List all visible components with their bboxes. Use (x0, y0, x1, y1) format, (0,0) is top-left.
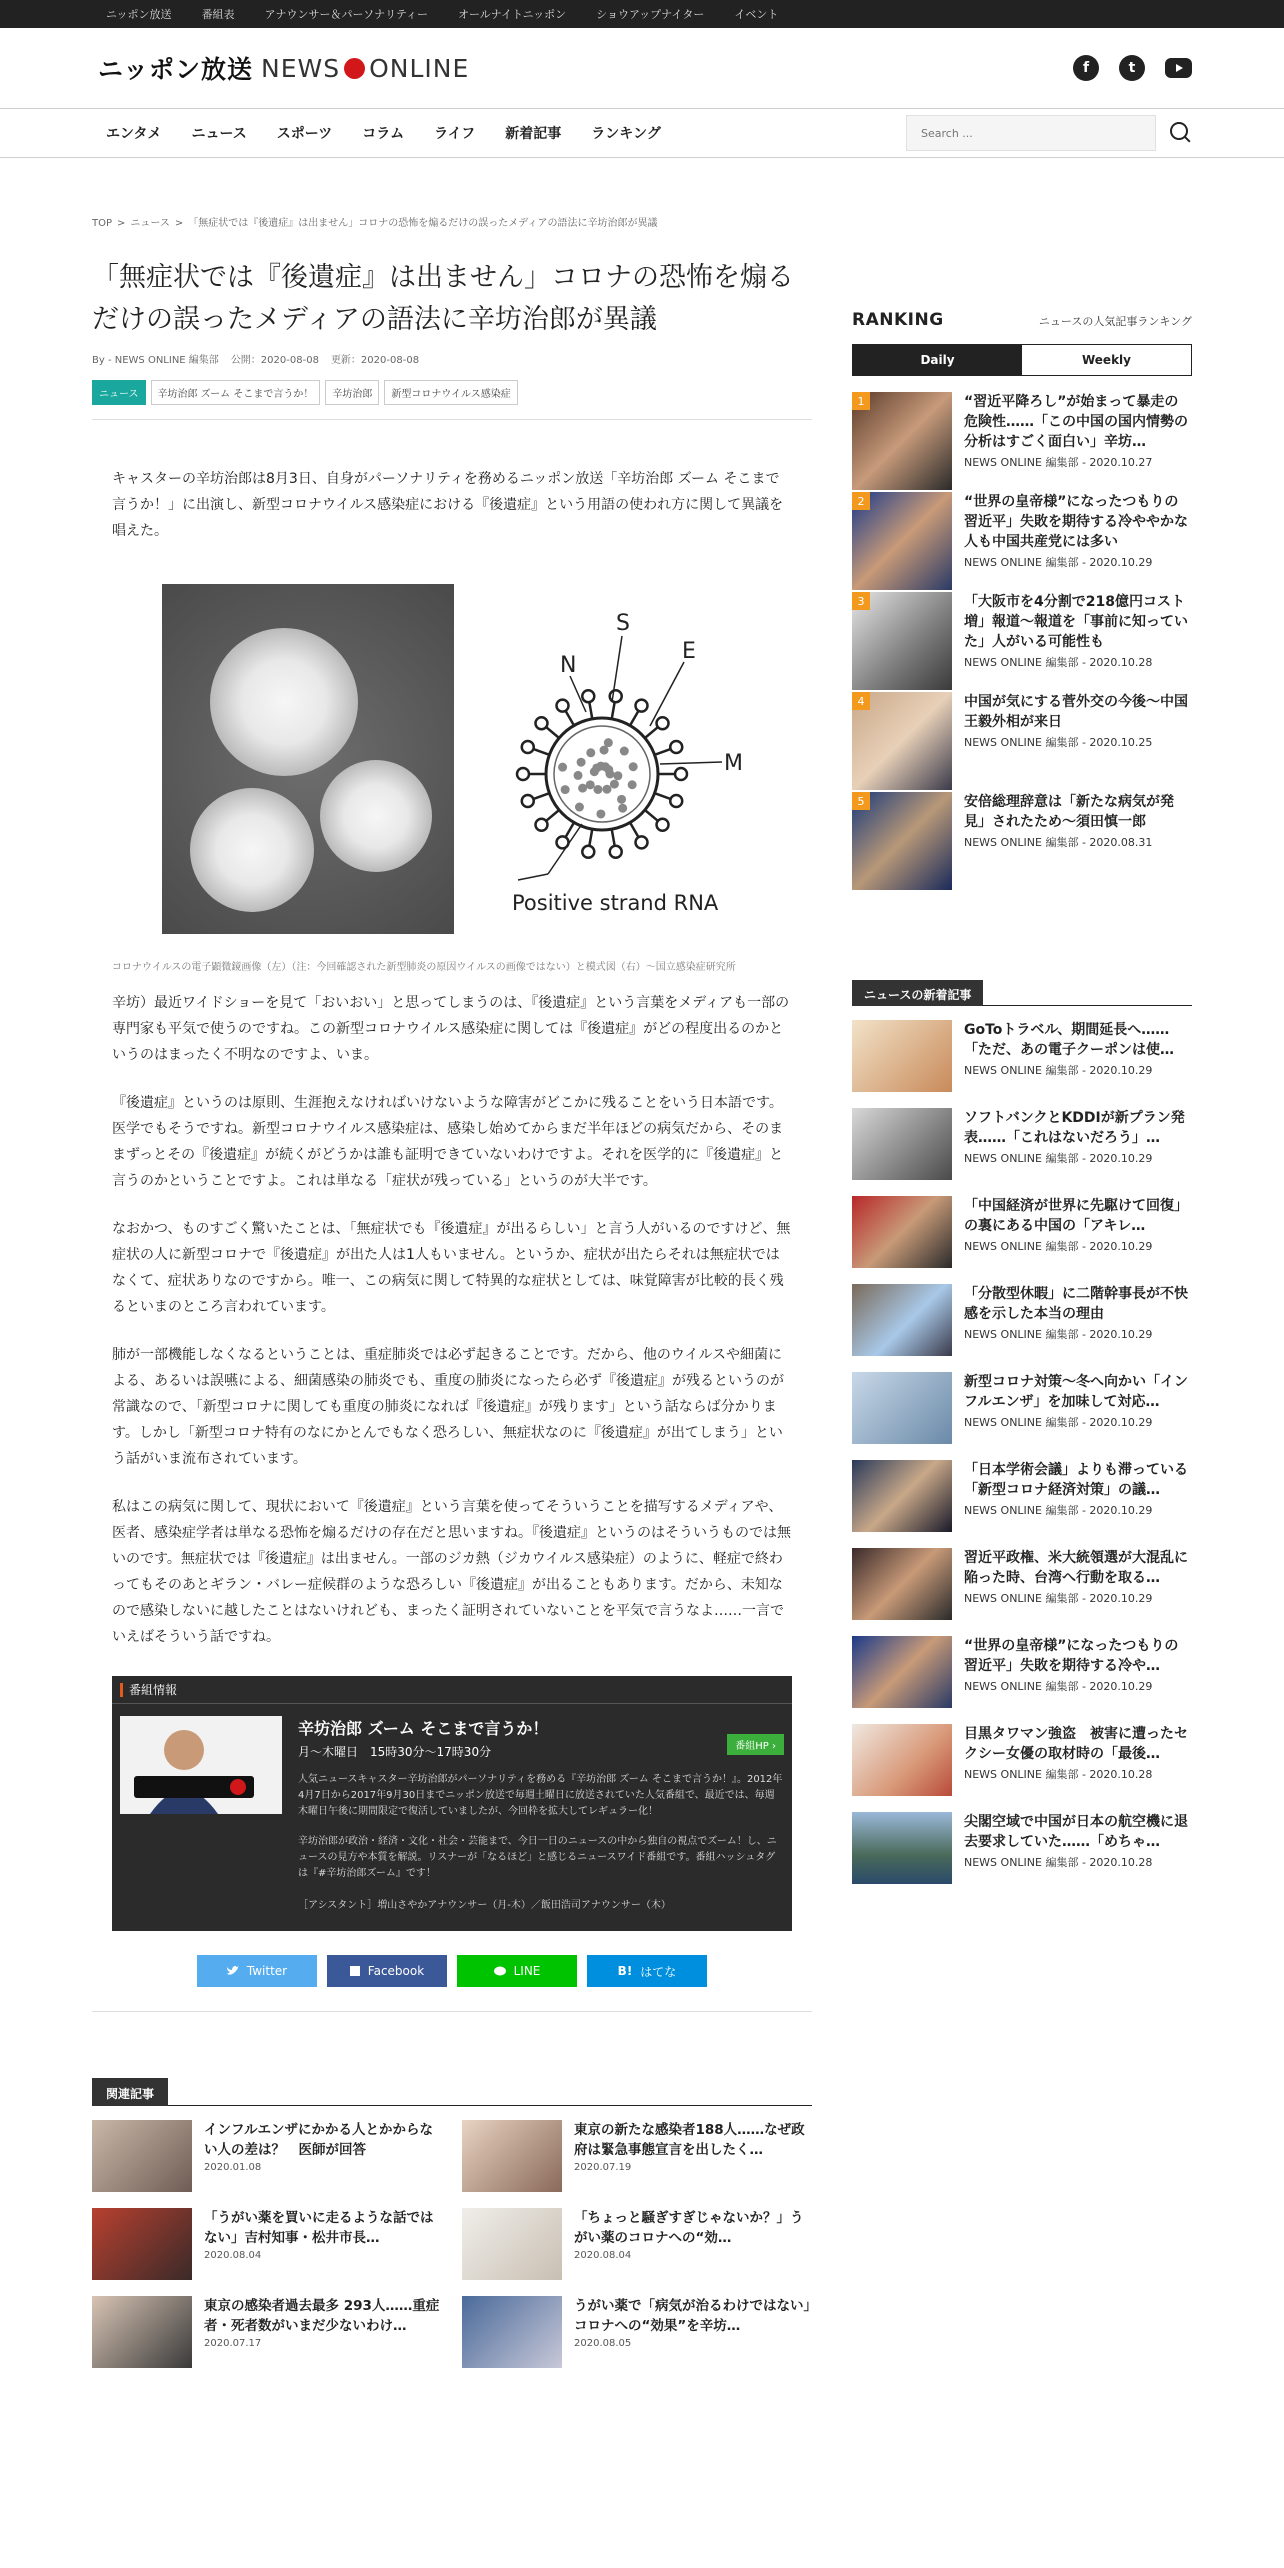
related-item[interactable] (462, 2296, 812, 2370)
spike-protein (645, 726, 659, 738)
newest-thumbnail (852, 1284, 952, 1356)
spike-head (675, 768, 687, 780)
program-content (298, 1716, 784, 1911)
rna-particle (596, 809, 605, 818)
spike-head (535, 717, 547, 729)
diagram-label-e: E (682, 639, 696, 664)
nav-item-column[interactable]: コラム (362, 126, 405, 142)
related-label: 関連記事 (92, 2078, 168, 2106)
breadcrumb (92, 214, 812, 229)
related-title: 東京の新たな感染者188人……なぜ政府は緊急事態宣言を出したく… (574, 2122, 805, 2158)
share-hatena-button[interactable] (587, 1955, 707, 1987)
ranking-thumbnail (852, 392, 952, 490)
article-figure (92, 584, 812, 934)
line-bubble-icon (494, 1966, 506, 1976)
spike-protein (645, 810, 659, 822)
related-title: 「ちょっと騒ぎすぎじゃないか？」うがい薬のコロナへの“効… (574, 2210, 804, 2246)
program-title-row (298, 1716, 784, 1760)
twitter-bird-icon (227, 1966, 239, 1976)
tag-program[interactable]: 辛坊治郎 ズーム そこまで言うか！ (151, 380, 321, 405)
breadcrumb-section[interactable]: ニュース (130, 218, 170, 229)
newest-date: NEWS ONLINE 編集部 - 2020.10.28 (964, 1856, 1153, 1869)
ranking-header (852, 310, 1192, 330)
site-logo[interactable] (98, 50, 469, 86)
program-info-box (112, 1676, 792, 1931)
article-author: By - NEWS ONLINE 編集部 (92, 355, 219, 366)
ranking-item[interactable] (852, 692, 1192, 792)
breadcrumb-current: 「無症状では『後遺症』は出ません」コロナの恐怖を煽るだけの誤ったメディアの語法に辛坊治郎が異議 (188, 218, 658, 229)
newest-item[interactable] (852, 1020, 1192, 1108)
newest-title: ソフトバンクとKDDIが新プラン発表……「これはないだろう」… (964, 1110, 1185, 1146)
newest-label: ニュースの新着記事 (852, 980, 983, 1006)
virion-particle (320, 760, 432, 872)
article-lead: キャスターの辛坊治郎は8月3日、自身がパーソナリティを務めるニッポン放送「辛坊治郎 ズーム そこまで言うか！」に出演し、新型コロナウイルス感染症における『後遺症』という用語の使われ方に関して異議を唱えた。 (112, 471, 784, 539)
newest-item[interactable] (852, 1460, 1192, 1548)
diagram-label-rna: Positive strand RNA (512, 891, 719, 915)
ranking-thumbnail (852, 692, 952, 790)
rna-particle (574, 771, 583, 780)
newest-date: NEWS ONLINE 編集部 - 2020.10.29 (964, 1416, 1153, 1429)
topbar-link-jolf[interactable]: ニッポン放送 (106, 8, 172, 21)
spike-head (670, 741, 682, 753)
search-box (906, 115, 1192, 151)
ranking-tabs (852, 344, 1192, 376)
ranking-list (852, 392, 1192, 892)
facebook-icon[interactable] (1073, 55, 1099, 81)
ranking-date: NEWS ONLINE 編集部 - 2020.10.29 (964, 556, 1153, 569)
article-paragraph: 『後遺症』というのは原則、生涯抱えなければいけないような障害がどこかに残ることをいう日本語です。医学でもそうですね。新型コロナウイルス感染症は、感染し始めてからまだ半年ほどの病気だから、そのままずっとその『後遺症』が続くがどうかは誰も証明できていないわけですよ。それを医学的に『後遺症』と言うのかということですよ。これは単なる「症状が残っている」というのが大半です。 (112, 1095, 784, 1189)
newest-thumbnail (852, 1108, 952, 1180)
newest-thumbnail (852, 1460, 952, 1532)
newest-item[interactable] (852, 1372, 1192, 1460)
newest-thumbnail (852, 1636, 952, 1708)
article-paragraph: 辛坊）最近ワイドショーを見て「おいおい」と思ってしまうのは、『後遺症』という言葉をメディアも一部の専門家も平気で使うのですね。この新型コロナウイルス感染症に関しては『後遺症』がどの程度出るのかというのはまったく不明なのですよ、いま。 (112, 995, 790, 1063)
rna-particle (610, 780, 619, 789)
related-item[interactable] (92, 2120, 442, 2194)
logo-jp: ニッポン放送 (98, 55, 254, 84)
ranking-title-text: “世界の皇帝様”になったつもりの習近平」失敗を期待する冷ややかな人も中国共産党には多い (964, 494, 1188, 550)
related-date: 2020.08.05 (574, 2338, 632, 2349)
newest-list (852, 1020, 1192, 1900)
nav-item-ranking[interactable]: ランキング (591, 126, 661, 142)
newest-date: NEWS ONLINE 編集部 - 2020.10.29 (964, 1240, 1153, 1253)
ranking-thumbnail (852, 492, 952, 590)
newest-title: 「中国経済が世界に先駆けて回復」の裏にある中国の「アキレ… (964, 1198, 1188, 1234)
related-thumbnail (462, 2296, 562, 2368)
newest-date: NEWS ONLINE 編集部 - 2020.10.29 (964, 1504, 1153, 1517)
site-header (0, 28, 1284, 108)
topbar-link-showup[interactable]: ショウアップナイター (596, 8, 705, 21)
spike-head (657, 819, 669, 831)
ranking-item[interactable] (852, 492, 1192, 592)
logo-online-text: ONLINE (369, 53, 470, 83)
newest-thumbnail (852, 1724, 952, 1796)
newest-thumbnail (852, 1548, 952, 1620)
related-date: 2020.08.04 (574, 2250, 632, 2261)
topbar-link-announcers[interactable]: アナウンサー＆パーソナリティー (264, 8, 429, 21)
newest-title: 尖閣空域で中国が日本の航空機に退去要求していた……「めちゃ… (964, 1814, 1188, 1850)
ranking-thumbnail (852, 792, 952, 890)
ranking-date: NEWS ONLINE 編集部 - 2020.10.27 (964, 456, 1153, 469)
tag-shinbo[interactable]: 辛坊治郎 (325, 380, 379, 405)
spike-head (522, 795, 534, 807)
rna-particle (618, 804, 627, 813)
logo-news-online (261, 54, 469, 83)
breadcrumb-sep: > (117, 218, 126, 229)
related-item[interactable] (92, 2208, 442, 2282)
diagram-label-s: S (616, 611, 630, 636)
program-header-accent (120, 1683, 123, 1697)
newest-thumbnail (852, 1196, 952, 1268)
related-thumbnail (92, 2120, 192, 2192)
newest-item[interactable] (852, 1548, 1192, 1636)
ranking-title-text: 「大阪市を4分割で218億円コスト増」報道～報道を「事前に知っていた」人がいる可能性も (964, 594, 1188, 650)
related-date: 2020.01.08 (204, 2162, 262, 2173)
rna-particle (578, 784, 587, 793)
rank-number: 3 (852, 592, 870, 610)
diagram-label-m: M (724, 751, 743, 776)
youtube-icon[interactable] (1165, 58, 1192, 78)
nav-item-entame[interactable]: エンタメ (106, 126, 162, 142)
related-title: うがい薬で「病気が治るわけではない」コロナへの“効果”を辛坊… (574, 2298, 811, 2334)
related-item[interactable] (462, 2208, 812, 2282)
newest-item[interactable] (852, 1108, 1192, 1196)
ranking-subtitle: ニュースの人気記事ランキング (1038, 315, 1192, 328)
spike-head (636, 700, 648, 712)
ranking-title-text: 安倍総理辞意は「新たな病気が発見」されたため～須田慎一郎 (964, 794, 1174, 830)
global-topbar (0, 0, 1284, 28)
program-hp-button[interactable] (727, 1734, 784, 1755)
article-body-paragraphs (92, 990, 812, 1650)
ranking-item[interactable] (852, 792, 1192, 892)
spike-protein (589, 701, 592, 719)
related-date: 2020.08.04 (204, 2250, 262, 2261)
search-input[interactable] (906, 115, 1156, 151)
sidebar (852, 310, 1192, 1900)
spike-head (582, 690, 594, 702)
related-item[interactable] (462, 2120, 812, 2194)
spike-protein (545, 726, 559, 738)
related-title: インフルエンザにかかる人とかからない人の差は？ 医師が回答 (204, 2122, 433, 2158)
article-tags (92, 380, 812, 405)
article-meta (92, 351, 812, 366)
related-thumbnail (92, 2208, 192, 2280)
rna-particle (620, 747, 629, 756)
virion-particle (190, 788, 314, 912)
article-body (92, 466, 812, 544)
hatena-b-icon: B! (617, 1964, 633, 1978)
spike-head (670, 795, 682, 807)
tag-covid[interactable]: 新型コロナウイルス感染症 (384, 380, 517, 405)
article-column (92, 214, 812, 2370)
rank-number: 1 (852, 392, 870, 410)
program-hp-label: 番組HP (735, 1741, 769, 1752)
newest-date: NEWS ONLINE 編集部 - 2020.10.29 (964, 1064, 1153, 1077)
ranking-date: NEWS ONLINE 編集部 - 2020.08.31 (964, 836, 1153, 849)
related-date: 2020.07.19 (574, 2162, 632, 2173)
rna-particle (613, 771, 622, 780)
program-staff: ［アシスタント］増山さやかアナウンサー（月-木）／飯田浩司アナウンサー（木） (298, 1900, 671, 1911)
article-published: 公開：2020-08-08 (230, 355, 319, 366)
program-time: 月～木曜日 15時30分～17時30分 (298, 1745, 492, 1759)
newest-date: NEWS ONLINE 編集部 - 2020.10.28 (964, 1768, 1153, 1781)
breadcrumb-sep: > (174, 218, 184, 229)
ranking-item[interactable] (852, 392, 1192, 492)
tag-news[interactable]: ニュース (92, 380, 146, 405)
ranking-title: RANKING (852, 310, 944, 330)
rna-particle (617, 795, 626, 804)
program-description-2: 辛坊治郎が政治・経済・文化・社会・芸能まで、今日一日のニュースの中から独自の視点でズーム！し、ニュースの見方や本質を解説。リスナーが「なるほど」と感じるニュースワイド番組です。番組ハッシュタグは『#辛坊治郎ズーム』です！ (298, 1836, 777, 1879)
newest-title: “世界の皇帝様”になったつもりの習近平」失敗を期待する冷や… (964, 1638, 1179, 1674)
newest-item[interactable] (852, 1724, 1192, 1812)
spike-protein (612, 701, 615, 719)
spike-head (517, 768, 529, 780)
spike-head (636, 836, 648, 848)
social-links (1073, 55, 1192, 81)
newest-title: 「分散型休暇」に二階幹事長が不快感を示した本当の理由 (964, 1286, 1188, 1322)
share-facebook-label: Facebook (367, 1964, 425, 1978)
rna-particle (577, 758, 586, 767)
share-line-button[interactable] (457, 1955, 577, 1987)
chevron-right-icon: › (772, 1741, 776, 1752)
rna-particle (561, 785, 570, 794)
rna-particle (575, 803, 584, 812)
related-title: 東京の感染者過去最多 293人……重症者・死者数がいまだ少ないわけ… (204, 2298, 440, 2334)
spike-head (582, 846, 594, 858)
related-item[interactable] (92, 2296, 442, 2370)
nav-item-news[interactable]: ニュース (191, 126, 247, 142)
newest-title: 新型コロナ対策～冬へ向かい「インフルエンザ」を加味して対応… (964, 1374, 1188, 1410)
rna-particle (586, 748, 595, 757)
program-info-header (112, 1676, 792, 1704)
rna-particle (629, 762, 638, 771)
rna-particle (628, 780, 637, 789)
logo-red-dot-icon (344, 58, 365, 79)
share-twitter-button[interactable] (197, 1955, 317, 1987)
related-thumbnail (462, 2120, 562, 2192)
spike-head (657, 717, 669, 729)
spike-head (535, 819, 547, 831)
ranking-title-text: “習近平降ろし”が始まって暴走の危険性……「この中国の国内情勢の分析はすごく面白い」辛坊… (964, 394, 1188, 450)
spike-head (557, 700, 569, 712)
rna-particle (602, 785, 611, 794)
newest-date: NEWS ONLINE 編集部 - 2020.10.29 (964, 1592, 1153, 1605)
search-icon[interactable] (1170, 122, 1192, 144)
nav-item-sports[interactable]: スポーツ (276, 126, 333, 142)
related-header (92, 2078, 812, 2106)
newest-header (852, 980, 1192, 1006)
ranking-title-text: 中国が気にする菅外交の今後～中国王毅外相が来日 (964, 694, 1188, 730)
program-info-label: 番組情報 (129, 1683, 178, 1697)
program-info-body (112, 1704, 792, 1931)
article-paragraph: 肺が一部機能しなくなるということは、重症肺炎では必ず起きることです。だから、他のウイルスや細菌による、あるいは誤嚥による、細菌感染の肺炎でも、重度の肺炎になったら必ず『後遺症』が残るというのが常識なので、「新型コロナに関しても重度の肺炎になれば『後遺症』が残ります」という話ならば分かります。しかし「新型コロナ特有のなにかとんでもなく恐ろしい、無症状なのに『後遺症』が出てしまう」という話がいま流布されています。 (112, 1347, 784, 1467)
newest-item[interactable] (852, 1196, 1192, 1284)
related-thumbnail (92, 2296, 192, 2368)
tab-weekly[interactable]: Weekly (1081, 353, 1131, 367)
breadcrumb-top[interactable]: TOP (92, 218, 113, 229)
spike-protein (630, 822, 639, 838)
main-nav (0, 108, 1284, 158)
divider (92, 2011, 812, 2012)
spike-protein (655, 793, 672, 799)
nav-item-newest[interactable]: 新着記事 (505, 126, 562, 142)
program-title: 辛坊治郎 ズーム そこまで言うか！ (298, 1719, 549, 1738)
rna-particle (590, 767, 599, 776)
spike-head (610, 846, 622, 858)
newest-title: GoToトラベル、期間延長へ……「ただ、あの電子クーポンは使… (964, 1022, 1174, 1058)
ranking-date: NEWS ONLINE 編集部 - 2020.10.25 (964, 736, 1153, 749)
article-paragraph: なおかつ、ものすごく驚いたことは、「無症状でも『後遺症』が出るらしい」と言う人がいるのですけど、無症状の人に新型コロナで『後遺症』が出た人は1人もいません。というか、症状が出たらそれは無症状ではなくて、症状ありなのですから。唯一、この病気に関して特異的な症状としては、味覚障害が比較的長く残るといまのところ言われています。 (112, 1221, 791, 1315)
ranking-item[interactable] (852, 592, 1192, 692)
newest-thumbnail (852, 1372, 952, 1444)
newest-thumbnail (852, 1020, 952, 1092)
youtube-play-icon (1174, 63, 1184, 73)
share-twitter-label: Twitter (246, 1964, 288, 1978)
newest-date: NEWS ONLINE 編集部 - 2020.10.29 (964, 1152, 1153, 1165)
spike-protein (532, 749, 549, 755)
spike-protein (532, 793, 549, 799)
virion-particle (210, 628, 358, 776)
newest-item[interactable] (852, 1284, 1192, 1372)
spike-protein (565, 822, 574, 838)
spike-protein (565, 710, 574, 726)
topbar-link-ann[interactable]: オールナイトニッポン (458, 8, 567, 21)
share-facebook-button[interactable] (327, 1955, 447, 1987)
program-logo-image (120, 1716, 282, 1814)
facebook-square-icon (350, 1966, 360, 1976)
newest-title: 目黒タワマン強盗 被害に遭ったセクシー女優の取材時の「最後… (964, 1726, 1188, 1762)
ranking-date: NEWS ONLINE 編集部 - 2020.10.28 (964, 656, 1153, 669)
coronavirus-diagram (462, 584, 762, 934)
divider (92, 419, 812, 420)
newest-item[interactable] (852, 1636, 1192, 1724)
share-hatena-label: はてな (640, 1964, 677, 1979)
article-updated: 更新：2020-08-08 (330, 355, 420, 366)
share-line-label: LINE (513, 1964, 541, 1978)
related-date: 2020.07.17 (204, 2338, 262, 2349)
tab-daily[interactable]: Daily (853, 345, 1022, 375)
twitter-icon[interactable] (1119, 55, 1145, 81)
newest-date: NEWS ONLINE 編集部 - 2020.10.29 (964, 1328, 1153, 1341)
spike-protein (589, 829, 592, 847)
topbar-link-event[interactable]: イベント (734, 8, 779, 21)
newest-item[interactable] (852, 1812, 1192, 1900)
spike-protein (612, 829, 615, 847)
spike-head (522, 741, 534, 753)
topbar-link-schedule[interactable]: 番組表 (201, 8, 235, 21)
article-paragraph: 私はこの病気に関して、現状において『後遺症』という言葉を使ってそういうことを描写するメディアや、医者、感染症学者は単なる恐怖を煽るだけの存在だと思いますね。『後遺症』というのはそういうものでは無いのです。無症状では『後遺症』は出ません。一部のジカ熱（ジカウイルス感染症）のように、軽症で終わってもそのあとギラン・バレー症候群のような恐ろしい『後遺症』が出ることもあります。だから、未知なので感染しないに越したことはないけれども、まったく証明されていないことを平気で言うなよ……一言でいえばそういう話ですね。 (112, 1499, 791, 1645)
rna-particle (604, 738, 613, 747)
nav-items (106, 123, 661, 143)
figure-caption: コロナウイルスの電子顕微鏡画像（左）（注：今回確認された新型肺炎の原因ウイルスの画像ではない）と模式図（右）～国立感染症研究所 (112, 962, 736, 973)
rank-number: 4 (852, 692, 870, 710)
newest-thumbnail (852, 1812, 952, 1884)
logo-news-text: NEWS (261, 53, 341, 83)
related-thumbnail (462, 2208, 562, 2280)
related-title: 「うがい薬を買いに走るような話ではない」吉村知事・松井市長… (204, 2210, 434, 2246)
spike-protein (655, 749, 672, 755)
diagram-label-n: N (560, 653, 577, 678)
spike-protein (545, 810, 559, 822)
newest-title: 習近平政権、米大統領選が大混乱に陥った時、台湾へ行動を取る… (964, 1550, 1188, 1586)
ranking-thumbnail (852, 592, 952, 690)
program-description: 人気ニュースキャスター辛坊治郎がパーソナリティを務める『辛坊治郎 ズーム そこまで言うか！』。2012年4月7日から2017年9月30日までニッポン放送で毎週土曜日に放送されていた人気番組で、最近では、毎週木曜日午後に期間限定で復活していましたが、今回枠を拡大してレギュラー化！ (298, 1774, 783, 1817)
electron-micrograph-image (162, 584, 454, 934)
share-buttons (92, 1955, 812, 1987)
rna-particle (558, 763, 567, 772)
newest-date: NEWS ONLINE 編集部 - 2020.10.29 (964, 1680, 1153, 1693)
rank-number: 2 (852, 492, 870, 510)
spike-protein (630, 710, 639, 726)
related-list (92, 2120, 812, 2370)
rna-particle (593, 785, 602, 794)
rank-number: 5 (852, 792, 870, 810)
article-title: 「無症状では『後遺症』は出ません」コロナの恐怖を煽るだけの誤ったメディアの語法に辛坊治郎が異議 (92, 262, 794, 335)
twitter-glyph: t (1128, 60, 1136, 76)
facebook-glyph: f (1082, 60, 1090, 76)
program-thumbnail[interactable] (120, 1716, 282, 1814)
newest-title: 「日本学術会議」よりも滞っている「新型コロナ経済対策」の議… (964, 1462, 1188, 1498)
nav-item-life[interactable]: ライフ (434, 126, 476, 142)
